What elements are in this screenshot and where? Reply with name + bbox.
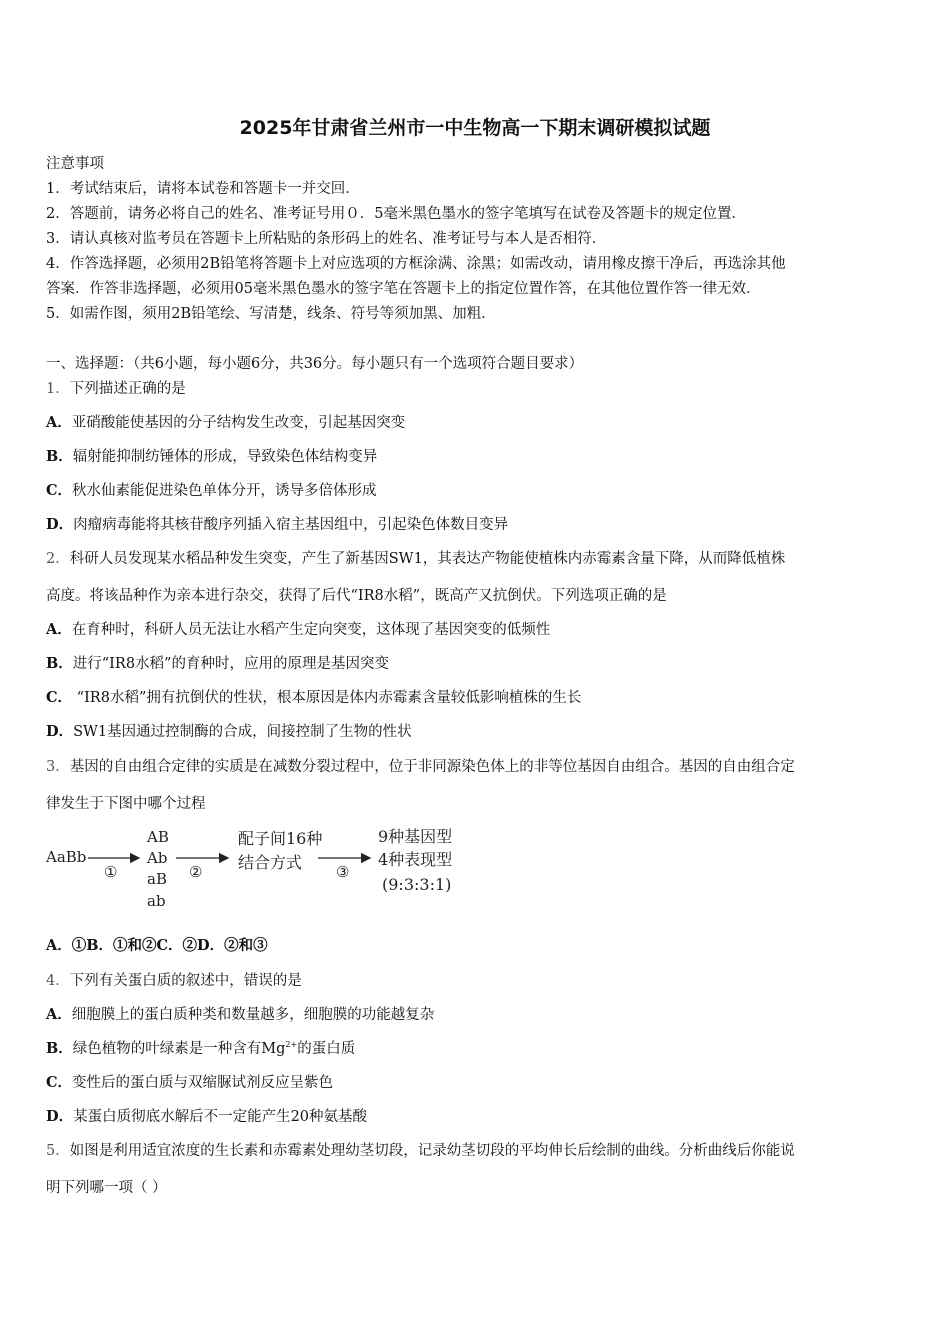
- option-label: C．: [46, 482, 73, 499]
- q2-option-a: [46, 618, 550, 639]
- q2-option-b: [46, 652, 389, 673]
- step-3-marker: ③: [336, 863, 350, 881]
- question-5-stem: [46, 1139, 795, 1160]
- question-1-stem: [46, 377, 186, 398]
- genetics-flow-diagram: [46, 822, 466, 914]
- option-label: A．: [46, 414, 72, 431]
- q1-option-a: [46, 411, 405, 432]
- option-text: “IR8水稻”拥有抗倒伏的性状，根本原因是体内赤霉素含量较低影响植株的生长: [72, 690, 582, 706]
- option-label: B．: [46, 655, 73, 672]
- gamete: Ab: [147, 849, 168, 867]
- question-3-options: A．①B．①和②C．②D．②和③: [46, 937, 268, 954]
- question-number: 4．: [46, 973, 70, 989]
- option-text: 进行“IR8水稻”的育种时，应用的原理是基因突变: [72, 656, 389, 672]
- gamete: ab: [147, 892, 166, 910]
- question-4-stem: [46, 969, 302, 990]
- q4-option-b: [46, 1037, 355, 1058]
- question-number: 1．: [46, 381, 70, 397]
- option-text: 细胞膜上的蛋白质种类和数量越多，细胞膜的功能越复杂: [71, 1007, 435, 1023]
- option-label: C．: [46, 1074, 73, 1091]
- notice-item: 1．考试结束后，请将本试卷和答题卡一并交回．: [46, 181, 360, 197]
- q1-option-c: [46, 479, 377, 500]
- option-label: B．: [46, 1040, 73, 1057]
- option-text-tail: 的蛋白质: [297, 1041, 356, 1057]
- gamete: aB: [147, 870, 167, 888]
- q1-option-d: [46, 513, 508, 534]
- q1-option-b: [46, 445, 377, 466]
- q4-option-c: [46, 1071, 333, 1092]
- section-heading: 一、选择题：（共6小题，每小题6分，共36分。每小题只有一个选项符合题目要求）: [46, 356, 584, 372]
- question-number: 5．: [46, 1143, 70, 1159]
- question-text: 基因的自由组合定律的实质是在减数分裂过程中，位于非同源染色体上的非等位基因自由组合。基因的自由组合定: [69, 759, 795, 775]
- question-2-stem-cont: 高度。将该品种作为亲本进行杂交，获得了后代“IR8水稻”，既高产又抗倒伏。下列选项正确的是: [46, 588, 667, 604]
- result-text: 9种基因型: [378, 827, 453, 846]
- notice-item: 答案．作答非选择题，必须用05毫米黑色墨水的签字笔在答题卡上的指定位置作答，在其他位置作答一律无效．: [46, 281, 761, 297]
- option-text: 辐射能抑制纺锤体的形成，导致染色体结构变异: [72, 449, 378, 465]
- superscript-charge: 2+: [285, 1040, 298, 1050]
- notice-item: 4．作答选择题，必须用2B铅笔将答题卡上对应选项的方框涂满、涂黑；如需改动，请用橡皮擦干净后，再选涂其他: [46, 256, 786, 272]
- option-text: 肉瘤病毒能将其核苷酸序列插入宿主基因组中，引起染色体数目变异: [73, 517, 509, 533]
- option-label: B．: [46, 448, 73, 465]
- result-text: 4种表现型: [378, 850, 453, 869]
- option-text: 变性后的蛋白质与双缩脲试剂反应呈紫色: [72, 1075, 334, 1091]
- option-label: C．: [46, 689, 73, 706]
- step-2-marker: ②: [189, 863, 203, 881]
- question-3-stem: [46, 755, 795, 776]
- question-text: 如图是利用适宜浓度的生长素和赤霉素处理幼茎切段，记录幼茎切段的平均伸长后绘制的曲线。分析曲线后你能说: [69, 1143, 795, 1159]
- option-text: 在育种时，科研人员无法让水稻产生定向突变，这体现了基因突变的低频性: [71, 622, 551, 638]
- option-text: 亚硝酸能使基因的分子结构发生改变，引起基因突变: [71, 415, 406, 431]
- question-number: 3．: [46, 759, 70, 775]
- question-3-stem-cont: 律发生于下图中哪个过程: [46, 796, 206, 812]
- combination-text: 结合方式: [238, 853, 303, 872]
- question-2-stem: [46, 547, 785, 568]
- q2-option-d: [46, 720, 412, 741]
- question-5-stem-cont: 明下列哪一项（ ）: [46, 1180, 167, 1196]
- question-number: 2．: [46, 551, 70, 567]
- option-label: A．: [46, 1006, 72, 1023]
- parent-genotype: AaBb: [46, 848, 87, 866]
- q2-option-c: [46, 686, 581, 707]
- notice-item: 3．请认真核对监考员在答题卡上所粘贴的条形码上的姓名、准考证号与本人是否相符．: [46, 231, 607, 247]
- result-ratio: (9:3:3:1): [382, 875, 452, 894]
- step-1-marker: ①: [104, 863, 118, 881]
- option-label: D．: [46, 1108, 74, 1125]
- page-title: 2025年甘肃省兰州市一中生物高一下期末调研模拟试题: [239, 117, 711, 139]
- question-text: 下列有关蛋白质的叙述中，错误的是: [69, 973, 302, 989]
- option-label: D．: [46, 723, 74, 740]
- option-text: 某蛋白质彻底水解后不一定能产生20种氨基酸: [73, 1109, 368, 1125]
- combination-text: 配子间16种: [238, 829, 323, 848]
- q4-option-a: [46, 1003, 434, 1024]
- notice-item: 5．如需作图，须用2B铅笔绘、写清楚，线条、符号等须加黑、加粗．: [46, 306, 496, 322]
- option-text: 秋水仙素能促进染色单体分开，诱导多倍体形成: [72, 483, 377, 499]
- notice-item: 2．答题前，请务必将自己的姓名、准考证号用０．5毫米黑色墨水的签字笔填写在试卷及答题卡的规定位置．: [46, 206, 746, 222]
- gamete-ab-upper: AB: [147, 828, 169, 846]
- question-text: 下列描述正确的是: [69, 381, 186, 397]
- option-label: A．: [46, 621, 72, 638]
- question-text: 科研人员发现某水稻品种发生突变，产生了新基因SW1，其表达产物能使植株内赤霉素含量下降，从而降低植株: [69, 551, 786, 567]
- option-text: SW1基因通过控制酶的合成，间接控制了生物的性状: [73, 724, 412, 740]
- option-label: D．: [46, 516, 74, 533]
- q4-option-d: [46, 1105, 367, 1126]
- notice-heading: 注意事项: [46, 156, 104, 172]
- option-text: 绿色植物的叶绿素是一种含有Mg: [72, 1041, 286, 1057]
